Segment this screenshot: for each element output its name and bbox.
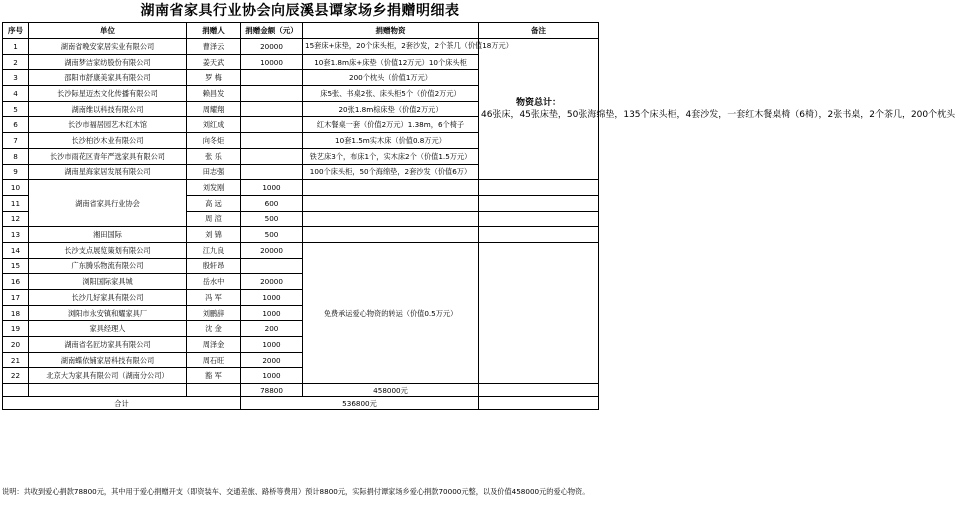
summary-amount: 78800 — [241, 384, 303, 397]
total-row — [3, 397, 599, 410]
cell-unit: 邵阳市舒康美家具有限公司 — [29, 70, 187, 86]
sheet-title: 湖南省家具行业协会向辰溪县谭家场乡捐赠明细表 — [140, 3, 460, 19]
donation-table — [2, 22, 955, 410]
cell-amount: 1000 — [241, 290, 303, 306]
header-row — [3, 23, 599, 39]
header-unit: 单位 — [29, 23, 187, 39]
cell-unit — [29, 384, 187, 397]
cell-amount: 1000 — [241, 368, 303, 384]
cell-donor: 豁 军 — [187, 368, 241, 384]
cell-donor: 张 乐 — [187, 148, 241, 164]
cell-amount — [241, 133, 303, 149]
cell-donor: 冯 军 — [187, 290, 241, 306]
cell-amount: 2000 — [241, 352, 303, 368]
cell-amount — [241, 148, 303, 164]
remarks-cell — [479, 39, 955, 180]
cell-goods: 10套1.8m床+床垫（价值12万元）10个床头柜 — [303, 54, 479, 70]
cell-goods: 红木餐桌一套（价值2万元）1.38m，6个椅子 — [303, 117, 479, 133]
cell-goods: 15套床+床垫，20个床头柜，2套沙发，2个茶几（价值18万元） — [303, 39, 479, 55]
cell-unit: 湖南梦洁家纺股份有限公司 — [29, 54, 187, 70]
cell-unit: 长沙市雨花区青年严选家具有限公司 — [29, 148, 187, 164]
cell-unit-merged: 湖南省家具行业协会 — [29, 180, 187, 227]
cell-donor: 刘红成 — [187, 117, 241, 133]
cell-donor: 周泽金 — [187, 337, 241, 353]
total-label: 合计 — [3, 397, 241, 410]
cell-unit: 北京大为家具有限公司（湖南分公司） — [29, 368, 187, 384]
cell-amount — [241, 86, 303, 102]
table-row — [3, 180, 599, 196]
cell-unit: 湖南省名匠坊家具有限公司 — [29, 337, 187, 353]
remarks-title: 物资总计： — [515, 98, 561, 109]
cell-no: 1 — [3, 39, 29, 55]
cell-goods: 床5张、书桌2张、床头柜5个（价值2万元） — [303, 86, 479, 102]
cell-amount: 1000 — [241, 180, 303, 196]
cell-donor: 高 远 — [187, 195, 241, 211]
cell-unit: 湖南维以科技有限公司 — [29, 101, 187, 117]
cell-donor: 曹泽云 — [187, 39, 241, 55]
cell-no: 22 — [3, 368, 29, 384]
cell-amount: 1000 — [241, 337, 303, 353]
cell-amount: 20000 — [241, 274, 303, 290]
cell-unit: 长沙柏沙木业有限公司 — [29, 133, 187, 149]
cell-unit: 湖南蝶依铺家居科技有限公司 — [29, 352, 187, 368]
cell-donor: 田志强 — [187, 164, 241, 180]
cell-remarks — [479, 227, 599, 243]
total-value: 536800元 — [241, 397, 479, 410]
cell-no: 8 — [3, 148, 29, 164]
cell-unit: 长沙市福居园艺木红木馆 — [29, 117, 187, 133]
cell-unit: 湖南省晚安家居实业有限公司 — [29, 39, 187, 55]
cell-goods — [303, 195, 479, 211]
header-amount: 捐赠金额（元） — [241, 23, 303, 39]
cell-amount: 600 — [241, 195, 303, 211]
cell-donor: 刘鹏辞 — [187, 305, 241, 321]
table-row — [3, 227, 599, 243]
cell-donor: 沈 金 — [187, 321, 241, 337]
cell-donor: 向冬炬 — [187, 133, 241, 149]
cell-amount: 20000 — [241, 242, 303, 258]
cell-donor: 赖昌发 — [187, 86, 241, 102]
cell-donor: 周 渲 — [187, 211, 241, 227]
cell-remarks — [479, 180, 599, 196]
cell-donor: 周耀翔 — [187, 101, 241, 117]
cell-donor: 岳水中 — [187, 274, 241, 290]
cell-no: 6 — [3, 117, 29, 133]
header-no: 序号 — [3, 23, 29, 39]
cell-no: 13 — [3, 227, 29, 243]
cell-no: 9 — [3, 164, 29, 180]
cell-amount — [241, 70, 303, 86]
cell-amount: 500 — [241, 227, 303, 243]
cell-donor: 江九良 — [187, 242, 241, 258]
cell-remarks — [479, 397, 599, 410]
cell-remarks — [479, 195, 599, 211]
cell-unit: 家具经理人 — [29, 321, 187, 337]
cell-no: 18 — [3, 305, 29, 321]
cell-no: 21 — [3, 352, 29, 368]
cell-remarks — [479, 242, 599, 383]
cell-unit: 湖南星海家居发展有限公司 — [29, 164, 187, 180]
cell-donor: 刘 锦 — [187, 227, 241, 243]
cell-unit: 长沙支点展览策划有限公司 — [29, 242, 187, 258]
cell-no: 19 — [3, 321, 29, 337]
cell-remarks — [479, 211, 599, 227]
cell-no: 2 — [3, 54, 29, 70]
cell-goods — [303, 227, 479, 243]
cell-amount — [241, 164, 303, 180]
cell-no: 12 — [3, 211, 29, 227]
cell-no: 7 — [3, 133, 29, 149]
cell-amount: 500 — [241, 211, 303, 227]
cell-donor: 殷轩昂 — [187, 258, 241, 274]
cell-goods: 20张1.8m棕床垫（价值2万元） — [303, 101, 479, 117]
cell-unit: 浏阳市永安镇和耀家具厂 — [29, 305, 187, 321]
cell-no: 4 — [3, 86, 29, 102]
cell-amount: 1000 — [241, 305, 303, 321]
cell-no: 17 — [3, 290, 29, 306]
cell-unit: 湘田国际 — [29, 227, 187, 243]
header-donor: 捐赠人 — [187, 23, 241, 39]
cell-goods: 200个枕头（价值1万元） — [303, 70, 479, 86]
cell-no: 5 — [3, 101, 29, 117]
cell-unit: 浏阳国际家具城 — [29, 274, 187, 290]
table-row — [3, 39, 599, 55]
cell-goods: 10套1.5m实木床（价值0.8万元） — [303, 133, 479, 149]
cell-goods — [303, 211, 479, 227]
cell-goods: 铁艺床3个，布床1个，实木床2个（价值1.5万元） — [303, 148, 479, 164]
cell-goods-merged: 免费承运爱心物资的转运（价值0.5万元） — [303, 242, 479, 383]
cell-amount — [241, 117, 303, 133]
cell-donor — [187, 384, 241, 397]
cell-no: 3 — [3, 70, 29, 86]
cell-no — [3, 384, 29, 397]
cell-no: 20 — [3, 337, 29, 353]
cell-unit: 长沙几好家具有限公司 — [29, 290, 187, 306]
cell-remarks — [479, 384, 599, 397]
cell-donor: 罗 梅 — [187, 70, 241, 86]
table-row — [3, 242, 599, 258]
explanation-note: 说明：共收到爱心捐款78800元，其中用于爱心捐赠开支（即资装车、交通差旅、路桥等费用）预计8800元，实际捐付谭家场乡爱心捐款70000元整，以及价值458000元的爱心物资。 — [2, 487, 590, 496]
cell-amount — [241, 101, 303, 117]
cell-amount: 20000 — [241, 39, 303, 55]
cell-amount: 200 — [241, 321, 303, 337]
cell-no: 10 — [3, 180, 29, 196]
cell-unit: 长沙际星迈杰文化传播有限公司 — [29, 86, 187, 102]
cell-no: 15 — [3, 258, 29, 274]
cell-goods — [303, 180, 479, 196]
cell-donor: 刘发刚 — [187, 180, 241, 196]
header-goods: 捐赠物资 — [303, 23, 479, 39]
header-remarks: 备注 — [479, 23, 599, 39]
summary-row — [3, 384, 599, 397]
cell-no: 11 — [3, 195, 29, 211]
summary-goods: 458000元 — [303, 384, 479, 397]
cell-amount — [241, 258, 303, 274]
cell-donor: 姜天武 — [187, 54, 241, 70]
cell-goods: 100个床头柜，50个海绵垫，2套沙发（价值6万） — [303, 164, 479, 180]
cell-unit: 广东腾乐物流有限公司 — [29, 258, 187, 274]
cell-no: 16 — [3, 274, 29, 290]
remarks-body: 46张床，45张床垫，50张海绵垫，135个床头柜，4套沙发，一套红木餐桌椅（6椅），2张书桌，2个茶几，200个枕头 — [481, 110, 955, 121]
cell-no: 14 — [3, 242, 29, 258]
cell-amount: 10000 — [241, 54, 303, 70]
cell-donor: 周石旺 — [187, 352, 241, 368]
